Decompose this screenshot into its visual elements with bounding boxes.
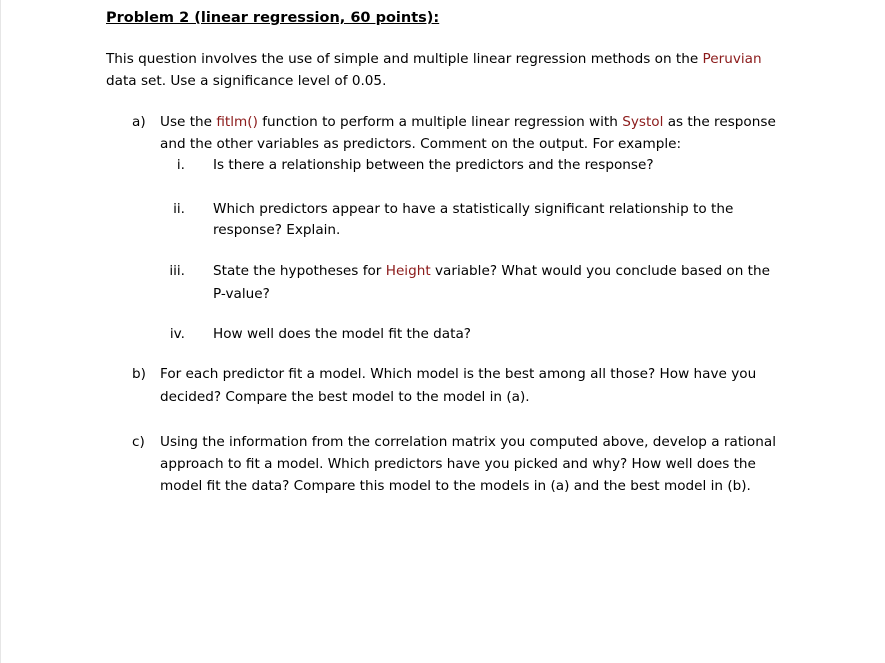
- intro-line-2: data set. Use a significance level of 0.05.: [106, 73, 387, 89]
- intro-line-1: [106, 48, 762, 70]
- part-c-line-2: approach to fit a model. Which predictors have you picked and why? How well does the: [160, 456, 756, 472]
- problem-title: Problem 2 (linear regression, 60 points):: [106, 10, 440, 26]
- part-b-label: b): [132, 366, 146, 382]
- function-name: fitlm(): [216, 114, 258, 130]
- item-ii-line-2: response? Explain.: [213, 222, 341, 238]
- part-b-line-2: decided? Compare the best model to the model in (a).: [160, 389, 530, 405]
- item-ii-number: ii.: [173, 201, 185, 217]
- item-iv-number: iv.: [169, 326, 185, 342]
- item-iv-text: How well does the model fit the data?: [213, 326, 472, 342]
- item-i-text: Is there a relationship between the predictors and the response?: [213, 157, 654, 173]
- item-i-number: i.: [176, 157, 185, 173]
- part-a-line-2: and the other variables as predictors. Comment on the output. For example:: [160, 136, 682, 152]
- intro-text: This question involves the use of simple and multiple linear regression methods on the: [106, 51, 703, 67]
- item-ii-line-1: Which predictors appear to have a statistically significant relationship to the: [213, 201, 734, 217]
- item-iii-text: State the hypotheses for: [213, 263, 386, 279]
- item-iii-line-2: P-value?: [213, 286, 270, 302]
- item-iii-text-end: variable? What would you conclude based on the: [430, 263, 770, 279]
- part-c-line-3: model fit the data? Compare this model to the models in (a) and the best model in (b).: [160, 478, 751, 494]
- part-a-text-end: as the response: [663, 114, 776, 130]
- response-variable: Systol: [622, 114, 664, 130]
- item-iii-line-1: [213, 260, 770, 282]
- part-a-label: a): [132, 114, 146, 130]
- part-c-label: c): [132, 434, 145, 450]
- part-c-line-1: Using the information from the correlation matrix you computed above, develop a rational: [160, 434, 776, 450]
- item-iii-number: iii.: [169, 263, 185, 279]
- part-a-line-1: [160, 111, 776, 133]
- dataset-name: Peruvian: [702, 51, 762, 67]
- part-a-text: Use the: [160, 114, 217, 130]
- height-variable: Height: [385, 263, 431, 279]
- part-a-text-mid: function to perform a multiple linear regression with: [257, 114, 623, 130]
- part-b-line-1: For each predictor fit a model. Which model is the best among all those? How have you: [160, 366, 757, 382]
